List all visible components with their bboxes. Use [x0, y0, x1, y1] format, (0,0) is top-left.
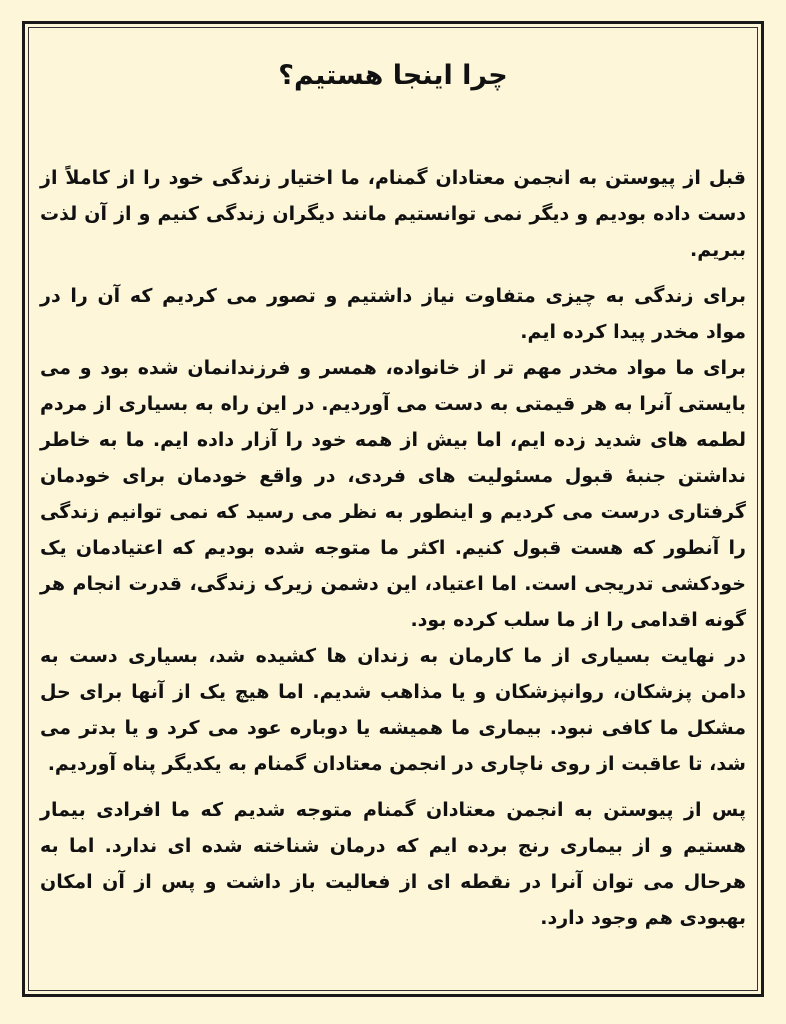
paragraph-2: برای زندگی به چیزی متفاوت نیاز داشتیم و تصور می کردیم که آن را در مواد مخدر پیدا کرده ایم. [40, 285, 746, 343]
paragraph-4: در نهایت بسیاری از ما کارمان به زندان ها کشیده شد، بسیاری دست به دامن پزشکان، روانپزشکان و یا مذاهب شدیم. اما هیچ یک از آنها برای حل مشکل ما کافی نبود. بیماری ما همیشه یا دوباره عود می کرد و یا بدتر می شد، تا عاقبت از روی ناچاری در انجمن معتادان گمنام به یکدیگر پناه آوردیم. [40, 645, 746, 775]
paragraph-5: پس از پیوستن به انجمن معتادان گمنام متوجه شدیم که ما افرادی بیمار هستیم و از بیماری رنج برده ایم که درمان شناخته شده ای ندارد. اما به هرحال می توان آنرا در نقطه ای از فعالیت باز داشت و پس از آن امکان بهبودی هم وجود دارد. [40, 799, 746, 929]
page-title: چرا اینجا هستیم؟ [278, 60, 508, 91]
paragraph-1: قبل از پیوستن به انجمن معتادان گمنام، ما اختیار زندگی خود را از کاملاً از دست داده بودیم و دیگر نمی توانستیم مانند دیگران زندگی کنیم و از آن لذت ببریم. [40, 167, 746, 261]
paragraph-3: برای ما مواد مخدر مهم تر از خانواده، همسر و فرزندانمان شده بود و می بایستی آنرا به هر قیمتی به دست می آوردیم. در این راه به بسیاری از مردم لطمه های شدید زده ایم، اما بیش از همه خود را آزار داده ایم. ما به خاطر نداشتن جنبهٔ قبول مسئولیت های فردی، در واقع خودمان برای خودمان گرفتاری درست می کردیم و اینطور به نظر می رسید که نمی توانیم زندگی را آنطور که هست قبول کنیم. اکثر ما متوجه شده بودیم که اعتیادمان یک خودکشی تدریجی است. اما اعتیاد، این دشمن زیرک زندگی، قدرت انجام هر گونه اقدامی را از ما سلب کرده بود. [40, 357, 746, 631]
body-text [40, 160, 746, 936]
